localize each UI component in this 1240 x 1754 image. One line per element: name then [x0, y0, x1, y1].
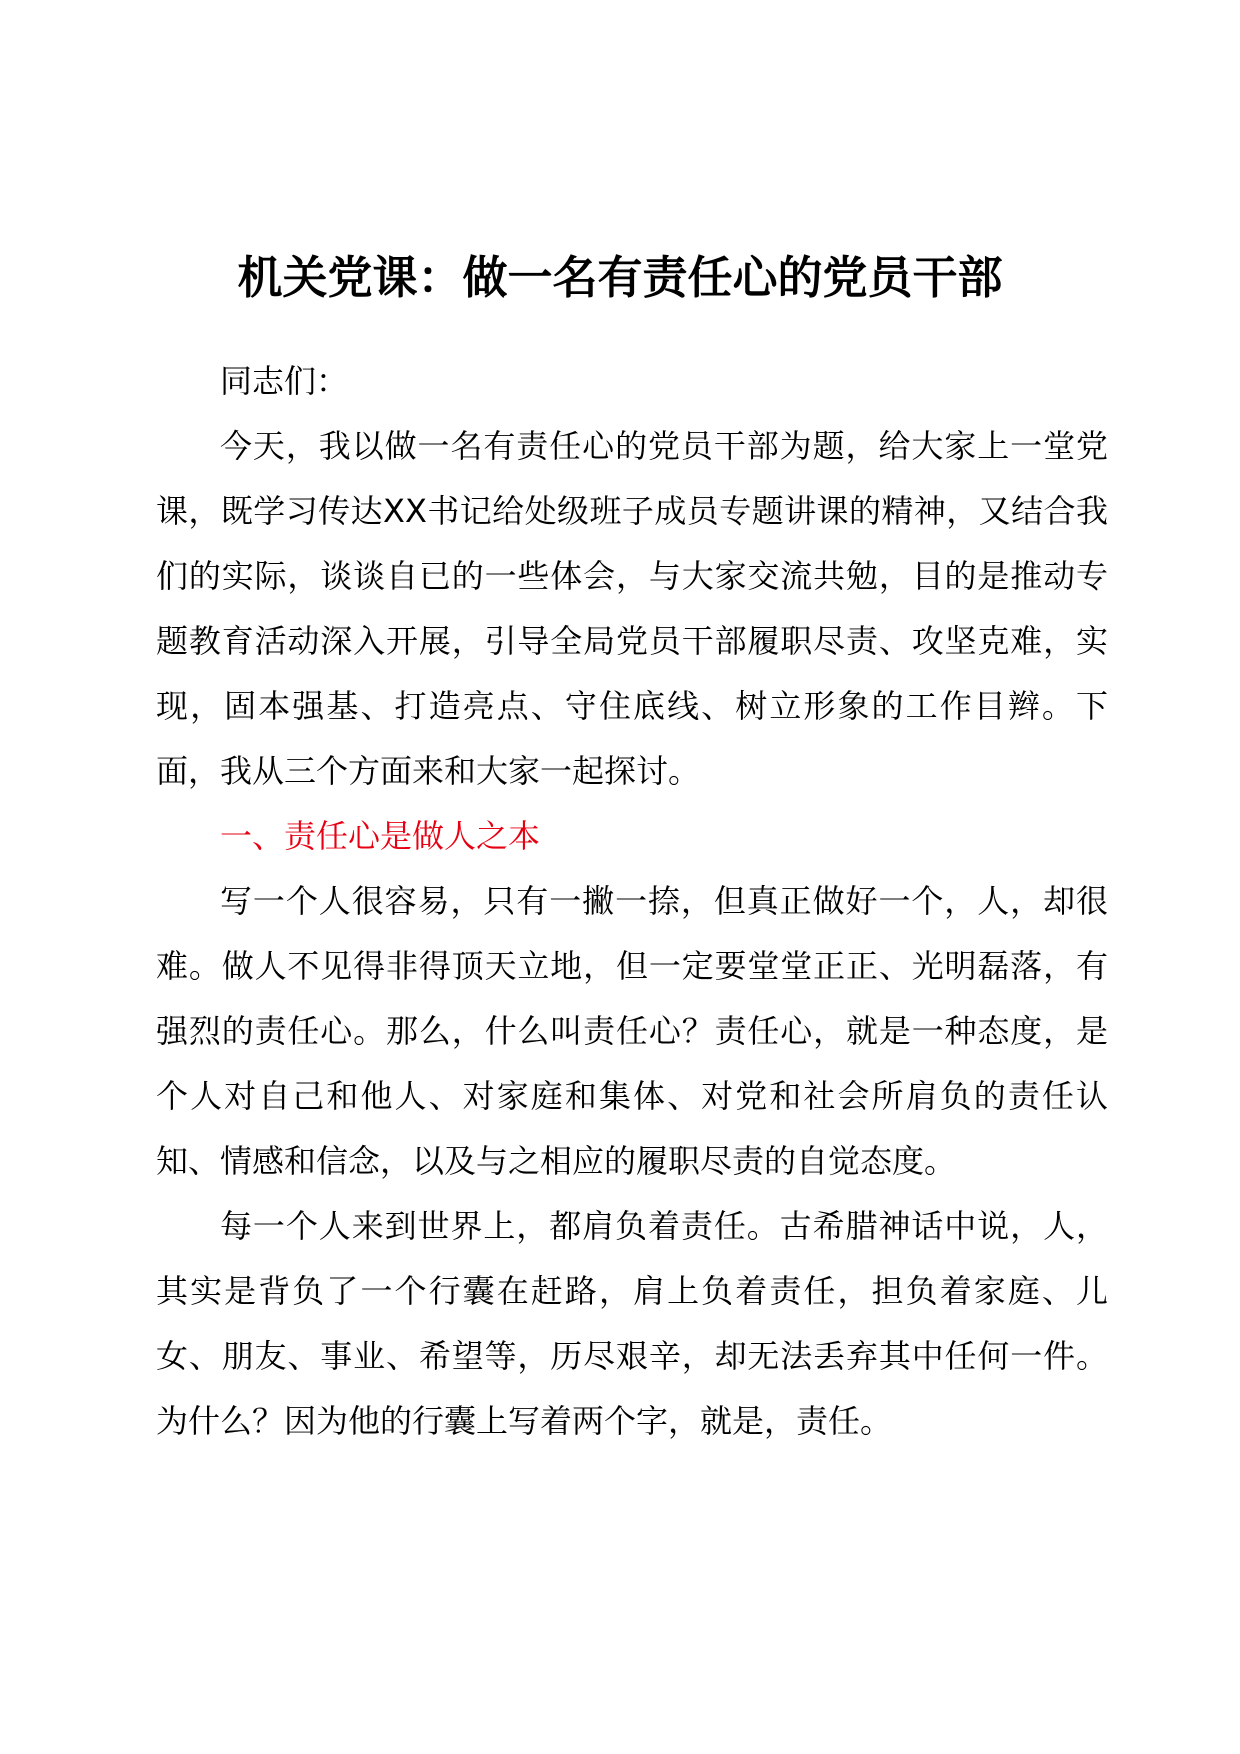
- document-title: 机关党课：做一名有责任心的党员干部: [237, 251, 1003, 304]
- body-paragraph: 每一个人来到世界上，都肩负着责任。古希腊神话中说，人，其实是背负了一个行囊在赶路，肩上负着责任，担负着家庭、儿女、朋友、事业、希望等，历尽艰辛，却无法丢弃其中任何一件。为什么？因为他的行囊上写着两个字，就是，责任。: [156, 1207, 1108, 1440]
- body-paragraph: 写一个人很容易，只有一撇一捺，但真正做好一个，人，却很难。做人不见得非得顶天立地，但一定要堂堂正正、光明磊落，有强烈的责任心。那么，什么叫责任心？责任心，就是一种态度，是个人对自己和他人、对家庭和集体、对党和社会所肩负的责任认知、情感和信念，以及与之相应的履职尽责的自觉态度。: [156, 882, 1108, 1180]
- section-heading: 一、责任心是做人之本: [220, 817, 541, 855]
- document-body: [156, 349, 1108, 1454]
- intro-paragraph: 今天，我以做一名有责任心的党员干部为题，给大家上一堂党课，既学习传达XX书记给处级班子成员专题讲课的精神，又结合我们的实际，谈谈自已的一些体会，与大家交流共勉，目的是推动专题教育活动深入开展，引导全局党员干部履职尽责、攻坚克难，实现，固本强基、打造亮点、守住底线、树立形象的工作目辫。下面，我从三个方面来和大家一起探讨。: [156, 427, 1108, 790]
- salutation: 同志们：: [220, 362, 349, 400]
